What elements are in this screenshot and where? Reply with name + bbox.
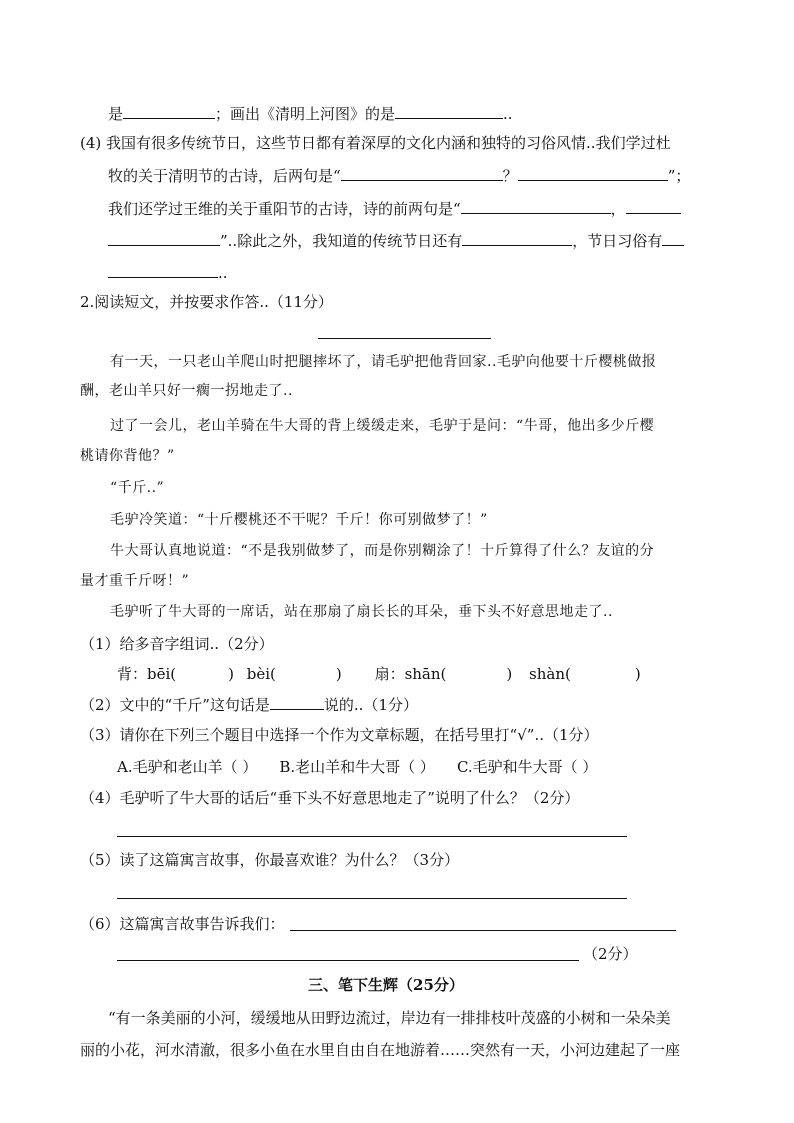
question-6-score: （2分）: [583, 945, 638, 963]
answer-blank[interactable]: [462, 230, 572, 246]
question-1-items: 背：bēi( ) bèi( ) 扇：shān( ) shàn( ): [117, 665, 641, 683]
question-6: （6）这篇寓言故事告诉我们：: [80, 915, 285, 933]
question-3: （3）请你在下列三个题目中选择一个作为文章标题，在括号里打“√”..（1分）: [80, 726, 599, 744]
question-4-line-4: ”..除此之外，我知道的传统节日还有 ，节日习俗有: [108, 230, 684, 251]
question-4-line-5: ..: [108, 262, 228, 283]
section-3-paragraph: “有一条美丽的小河，缓缓地从田野边流过，岸边有一排排枝叶茂盛的小树和一朵朵美: [108, 1009, 671, 1027]
answer-line[interactable]: [117, 960, 579, 961]
question-4: （4）毛驴听了牛大哥的话后“垂下头不好意思地走了”说明了什么？（2分）: [80, 789, 580, 807]
answer-line[interactable]: [117, 836, 627, 837]
question-1: （1）给多音字组词..（2分）: [80, 635, 274, 653]
answer-blank[interactable]: [626, 198, 681, 214]
story-paragraph: 毛驴听了牛大哥的一席话，站在那扇了扇长长的耳朵，垂下头不好意思地走了..: [110, 604, 613, 620]
question-4-line-3: 我们还学过王维的关于重阳节的古诗，诗的前两句是“ ，: [108, 198, 681, 219]
story-paragraph: “千斤..”: [110, 480, 165, 496]
story-paragraph: 量才重千斤呀！”: [80, 573, 190, 589]
story-paragraph: 桃请你背他？”: [80, 448, 175, 464]
story-paragraph: 牛大哥认真地说道：“不是我别做梦了，而是你别糊涂了！十斤算得了什么？友谊的分: [110, 543, 655, 559]
answer-blank[interactable]: [123, 103, 215, 119]
story-paragraph: 有一天，一只老山羊爬山时把腿摔坏了，请毛驴把他背回家..毛驴向他要十斤樱桃做报: [110, 354, 657, 370]
question-3-options: [117, 757, 597, 777]
option-a[interactable]: A.毛驴和老山羊（ ）: [117, 758, 258, 776]
question-2: （2）文中的“千斤”这句话是 说的..（1分）: [80, 696, 418, 714]
section-3-heading: 三、笔下生辉（25分）: [308, 976, 464, 994]
fill-line-painting: 是 ；画出《清明上河图》的是 ..: [108, 105, 513, 123]
answer-blank[interactable]: [341, 165, 503, 181]
answer-blank[interactable]: [518, 165, 668, 181]
answer-blank[interactable]: [108, 262, 218, 278]
question-4-line-1: (4) 我国有很多传统节日，这些节日都有着深厚的文化内涵和独特的习俗风情..我们学过杜: [80, 134, 671, 152]
option-c[interactable]: C.毛驴和牛大哥（ ）: [456, 758, 598, 776]
option-b[interactable]: B.老山羊和牛大哥（ ）: [279, 758, 435, 776]
answer-blank[interactable]: [270, 694, 324, 710]
answer-blank[interactable]: [461, 198, 611, 214]
story-paragraph: 毛驴冷笑道：“十斤樱桃还不干呢？千斤！你可别做梦了！”: [110, 512, 488, 528]
story-paragraph: 酬，老山羊只好一瘸一拐地走了..: [80, 383, 293, 399]
section-2-heading: 2.阅读短文，并按要求作答..（11分）: [80, 293, 333, 311]
answer-line[interactable]: [117, 898, 627, 899]
story-paragraph: 过了一会儿，老山羊骑在牛大哥的背上缓缓走来，毛驴于是问：“牛哥，他出多少斤樱: [110, 418, 655, 434]
story-title-blank[interactable]: [318, 338, 491, 339]
answer-blank[interactable]: [395, 103, 503, 119]
answer-line[interactable]: [290, 930, 676, 931]
question-5: （5）读了这篇寓言故事，你最喜欢谁？为什么？（3分）: [80, 851, 460, 869]
answer-blank[interactable]: [662, 230, 684, 246]
question-4-line-2: 牧的关于清明节的古诗，后两句是“ ？ ”；: [108, 167, 691, 185]
answer-blank[interactable]: [108, 230, 220, 246]
section-3-paragraph: 丽的小花，河水清澈，很多小鱼在水里自由自在地游着……突然有一天，小河边建起了一座: [80, 1041, 681, 1059]
